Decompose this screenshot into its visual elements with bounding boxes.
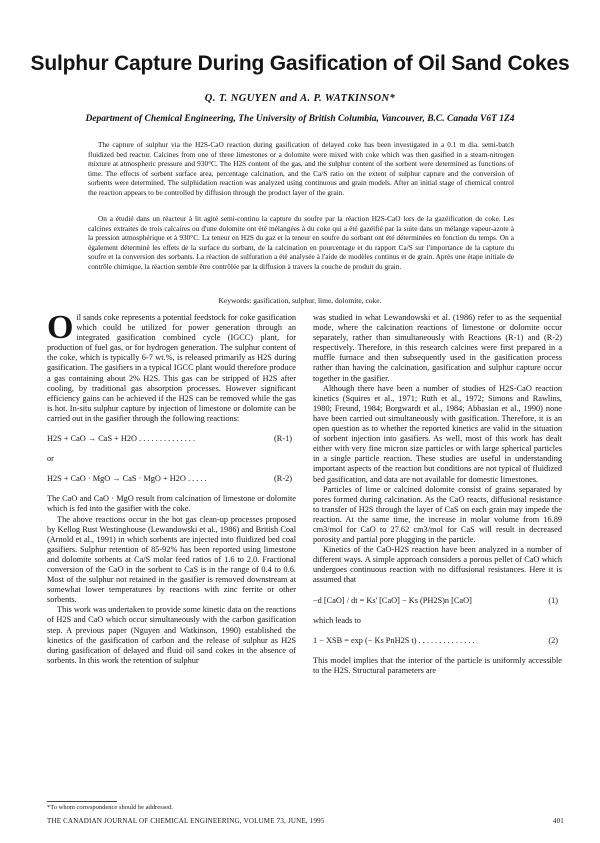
author-line: Q. T. NGUYEN and A. P. WATKINSON*: [204, 93, 396, 104]
paragraph: This work was undertaken to provide some kinetic data on the reactions of H2S and CaO which occur simultaneously with the carbon gasification step. A previous paper (Nguyen and Watkinson, 1990) established the kinetics of the gasification of carbon and the release of sulphur as H2S during gasification of delayed and fluid oil sand cokes in the absence of sorbents. In this work the retention of sulphur: [47, 605, 296, 665]
intro-text: il sands coke represents a potential feedstock for coke gasification which could be utilized for power generation through an integrated gasification combined cycle (IGCC) plant, for production of fuel gas, or for hydrogen generation. The sulphur content of the coke, which is typically 6-7 wt.%, is released primarily as H2S during gasification. The gasifiers in a typical IGCC plant would therefore produce a gas containing about 2% H2S. This gas can be stripped of H2S after cooling, by traditional gas absorption processes. However significant efficiency gains can be achieved if the H2S can be removed while the gas is hot. In-situ sulphur capture by injection of limestone or dolomite can be carried out in the gasifier through the following reactions:: [47, 313, 297, 423]
paragraph: The above reactions occur in the hot gas clean-up processes proposed by Kellog Rust Westinghouse (Lewandowski et al., 1986) and British Coal (Arnold et al., 1991) in which sorbents are injected into fluidized bed coal gasifiers. Sulphur retention of 85-92% has been reported using limestone and dolomite sorbents at Ca/S molar feed ratios of 1.6 to 2.0. Fractional conversion of the CaO in the sorbent to CaS is in the range of 0.4 to 0.6. Most of the sulphur not retained in the gasifier is removed downstream at somewhat lower temperatures by reactions with zinc ferrite or other sorbents.: [47, 514, 296, 605]
keywords: Keywords: gasification, sulphur, lime, dolomite, coke.: [218, 296, 382, 305]
equation-2: [313, 636, 562, 646]
intro-paragraph: [47, 309, 297, 424]
running-footer: [47, 817, 564, 825]
paragraph: This model implies that the interior of the particle is uniformly accessible to the H2S. Structural parameters are: [313, 655, 562, 675]
body-column-left: [47, 309, 297, 666]
footnote: *To whom correspondence should be addressed.: [47, 804, 173, 811]
equation-r1-text: H2S + CaO → CaS + H2O . . . . . . . . . . . . . .: [47, 434, 196, 444]
equation-r2: [47, 474, 296, 484]
paragraph: was studied in what Lewandowski et al. (1986) refer to as the sequential mode, where the calcination reactions of limestone or dolomite occur separately, rather than simultaneously with Reactions (R-1) and (R-2) respectively. Therefore, in this research calcines were first prepared in a muffle furnace and then subsequently used in the gasification process rather than having the calcination, gasification and sulphur capture occur together in the gasifier.: [313, 313, 562, 383]
paragraph: Although there have been a number of studies of H2S-CaO reaction kinetics (Squires et al., 1971; Ruth et al., 1972; Simons and Rawlins, 1980; Freund, 1984; Borgwardt et al., 1984; Abbasian et al., 1990) none have been carried out simultaneously with gasification. Therefore, it is an open question as to whether the reported kinetics are valid in the situation of sorbent injection into gasifiers. As well, most of this work has dealt either with very fine micron size particles or with large spherical particles in a single particle reaction. These studies are useful in understanding important aspects of the reaction but conditions are not typical of fluidized bed gasification, and data are not available for domestic limestones.: [313, 383, 562, 484]
body-column-right: [313, 313, 562, 676]
footnote-divider: [47, 801, 117, 802]
journal-citation: THE CANADIAN JOURNAL OF CHEMICAL ENGINEERING, VOLUME 73, JUNE, 1995: [47, 817, 325, 825]
equation-1-text: −d [CaO] / dt = Ks' [CaO] − Ks (PH2S)n [CaO]: [313, 595, 472, 605]
page-number: 401: [552, 817, 564, 825]
drop-cap: O: [47, 309, 74, 346]
paragraph: Particles of lime or calcined dolomite consist of grains separated by pores formed during calcination. As the CaO reacts, diffusional resistance to transfer of H2S through the layer of CaS on each grain may impede the reaction. At the same time, the increase in molar volume from 16.89 cm3/mol for CaO to 27.62 cm3/mol for CaS will result in decreased porosity and partial pore plugging in the particle.: [313, 484, 562, 545]
equation-r1: [47, 434, 296, 444]
equation-2-number: (2): [548, 635, 558, 645]
paragraph: Kinetics of the CaO-H2S reaction have been analyzed in a number of different ways. A simple approach considers a porous pellet of CaO which undergoes continuous reaction with no diffusional resistances. Here it is assumed that: [313, 545, 562, 585]
equation-2-text: 1 − XSB = exp (− Ks PnH2S t) . . . . . . . . . . . . . .: [313, 635, 475, 645]
equation-1-number: (1): [548, 595, 558, 605]
equation-1: [313, 596, 562, 606]
equation-r2-number: (R-2): [274, 474, 292, 484]
paper-title: Sulphur Capture During Gasification of Oil Sand Cokes: [30, 52, 570, 75]
or-connector: or: [47, 454, 54, 464]
affiliation: Department of Chemical Engineering, The University of British Columbia, Vancouver, B.C. Canada V6T 1Z4: [85, 114, 515, 124]
abstract-english: The capture of sulphur via the H2S-CaO reaction during gasification of delayed coke has been investigated in a 0.1 m dia. semi-batch fluidized bed reactor. Calcines from one of three limestones or a dolomite were mixed with coke which was then gasified in a steam-nitrogen mixture at atmospheric pressure and 930°C. The H2S content of the gas, and the sulphur content of the sorbent were determined as functions of time. The effects of sorbent surface area, percentage calcination, and the Ca/S ratio on the extent of sulphur capture and the conversion of sorbents were determined. The sulphidation reaction was analyzed using continuous and grain models. After an initial stage of chemical control the reaction appears to be controlled by diffusion through the product layer of the grain.: [88, 140, 514, 197]
equation-r2-text: H2S + CaO · MgO → CaS · MgO + H2O . . . . .: [47, 474, 207, 484]
paragraph: The CaO and CaO · MgO result from calcination of limestone or dolomite which is fed into the gasifier with the coke.: [47, 494, 296, 514]
abstract-french: On a étudié dans un réacteur à lit agité semi-continu la capture du soufre par la réaction H2S-CaO lors de la gazéification de coke. Les calcines extraites de trois calcaires ou d'une dolomite ont été mélangées à du coke qui a été gazéifié par la suite dans un mélange vapeur-azote à la pression atmosphérique et à 930°C. La teneur en H2S du gaz et la teneur en soufre du sorbant ont été déterminées en fonction du temps. On a également déterminé les effets de la surface du sorbant, de la calcination en pourcentage et du rapport Ca/S sur l'importance de la capture du soufre et la conversion des sorbants. La réaction de sulfuration a été analysée à l'aide de modèles continus et de grain. Après une étape initiale de contrôle chimique, la réaction semble être contrôlée par la diffusion à travers la couche de produit du grain.: [88, 214, 514, 271]
which-leads-to: which leads to: [313, 615, 361, 625]
equation-r1-number: (R-1): [274, 434, 292, 444]
